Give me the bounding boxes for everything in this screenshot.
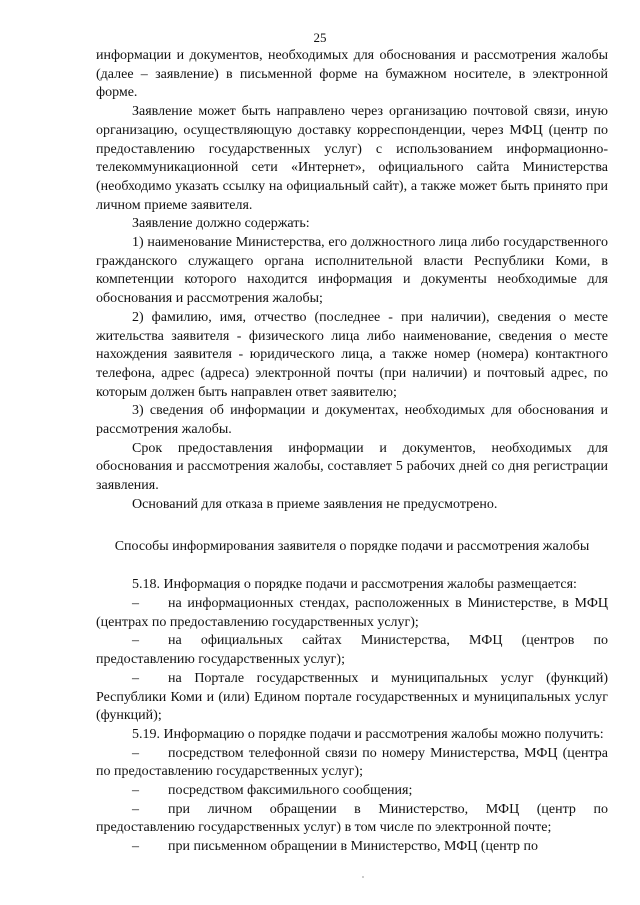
list-item [96,801,608,838]
list-item [96,838,608,857]
list-item-text: на информационных стендах, расположенных в Министерстве, в МФЦ (центрах по предоставлению государственных услуг); [96,595,608,630]
dash-bullet: – [132,801,139,817]
dash-bullet: – [132,783,139,799]
list-item-text: на официальных сайтах Министерства, МФЦ (центров по предоставлению государственных услуг); [96,633,608,668]
paragraph: информации и документов, необходимых для обоснования и рассмотрения жалобы (далее – заявление) в письменной форме на бумажном носителе, в электронной форме. [96,48,608,101]
dash-bullet: – [132,670,139,686]
paragraph: Заявление может быть направлено через организацию почтовой связи, иную организацию, осуществляющую доставку корреспонденции, через МФЦ (центр по предоставлению государственных услуг) с использованием информационно-телекоммуникационной сети «Интернет», официального сайта Министерства (необходимо указать ссылку на официальный сайт), а также может быть принято при личном приеме заявителя. [96,104,608,213]
dash-bullet: – [132,839,139,855]
numbered-item: 3) сведения об информации и документах, необходимых для обоснования и рассмотрения жалобы. [96,403,608,438]
numbered-item: 2) фамилию, имя, отчество (последнее - при наличии), сведения о месте жительства заявителя - физического лица либо наименование, сведения о месте нахождения заявителя - юридического лица, а также номер (номера) контактного телефона, адрес (адреса) электронной почты (при наличии) и почтовый адрес, по которым должен быть направлен ответ заявителю; [96,309,608,400]
scan-speck [362,876,364,878]
dash-bullet: – [132,745,139,761]
dash-bullet: – [132,595,139,611]
document-body [96,47,608,857]
paragraph: Заявление должно содержать: [132,216,310,232]
list-item [96,595,608,632]
list-item [96,670,608,726]
page-number: 25 [313,30,327,45]
list-item-text: при личном обращении в Министерство, МФЦ (центр по предоставлению государственных услуг) в том числе по электронной почте; [96,801,608,836]
paragraph: Срок предоставления информации и документов, необходимых для обоснования и рассмотрения жалобы, составляет 5 рабочих дней со дня регистрации заявления. [96,440,608,494]
list-item-text: посредством телефонной связи по номеру Министерства, МФЦ (центра по предоставлению государственных услуг); [96,745,608,780]
paragraph: Оснований для отказа в приеме заявления не предусмотрено. [132,496,498,512]
list-item [96,632,608,669]
section-intro: 5.18. Информация о порядке подачи и рассмотрения жалобы размещается: [132,577,577,593]
list-item [96,745,608,782]
list-item-text: при письменном обращении в Министерство, МФЦ (центр по [168,839,539,855]
list-item [96,782,608,801]
list-item-text: посредством факсимильного сообщения; [168,783,413,799]
section-heading: Способы информирования заявителя о порядке подачи и рассмотрения жалобы [114,538,590,554]
list-item-text: на Портале государственных и муниципальных услуг (функций) Республики Коми и (или) Едином портале государственных и муниципальных услуг (функций); [96,670,608,724]
numbered-item: 1) наименование Министерства, его должностного лица либо государственного гражданского служащего органа исполнительной власти Республики Коми, в компетенции которого находится информация и документы необходимые для обоснования и рассмотрения жалобы; [96,235,608,307]
dash-bullet: – [132,633,139,649]
section-intro: 5.19. Информацию о порядке подачи и рассмотрения жалобы можно получить: [132,726,604,742]
